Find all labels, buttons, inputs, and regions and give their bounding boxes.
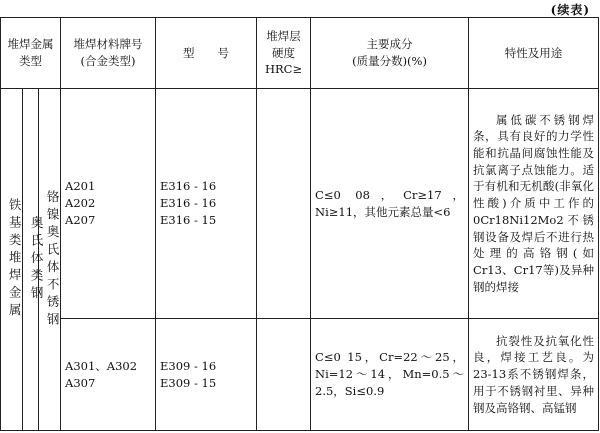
grade-value: A202 <box>65 196 96 211</box>
model-value: E316 - 16 <box>160 179 217 194</box>
model-cell <box>156 89 257 319</box>
grade-value: A207 <box>65 212 96 227</box>
header-row <box>1 18 599 89</box>
category-sub: 奥氏体类钢 <box>29 215 45 304</box>
table-row <box>1 319 599 431</box>
category-sub-cell <box>23 89 45 431</box>
model-value: E316 - 16 <box>160 196 217 211</box>
header-properties: 特性及用途 <box>469 18 599 89</box>
grade-value: A301、A302 <box>65 358 138 373</box>
grade-value: A201 <box>65 179 96 194</box>
grade-value: A307 <box>65 375 96 390</box>
category-main-cell <box>1 89 23 431</box>
hardness-cell <box>257 319 311 431</box>
welding-spec-table <box>0 17 599 431</box>
properties-text: 属低碳不锈钢焊条，具有良好的力学性能和抗晶间腐蚀性能及抗氯离子点蚀能力。适于有机和无机酸(非氧化性酸)介质中工作的0Cr18Ni12Mo2不锈钢设备及焊后不进行热处理的高铬钢(如Cr13、Cr17等)及异种钢的焊接 <box>473 112 595 294</box>
header-grade: 堆焊材料牌号 (合金类型) <box>61 18 156 89</box>
header-composition: 主要成分 (质量分数)(%) <box>311 18 469 89</box>
continued-label: (续表) <box>550 3 590 17</box>
model-value: E309 - 15 <box>160 375 217 390</box>
header-hardness: 堆焊层 硬度 HRC≥ <box>257 18 311 89</box>
model-value: E309 - 16 <box>160 358 217 373</box>
category-main: 铁基类堆焊金属 <box>7 198 23 321</box>
properties-cell <box>469 89 599 319</box>
header-model: 型 号 <box>156 18 257 89</box>
grade-cell <box>61 89 156 319</box>
table-row <box>1 89 599 319</box>
model-cell <box>156 319 257 431</box>
grade-cell <box>61 319 156 431</box>
composition-cell: C≤0 08，Cr≥17，Ni≥11，其他元素总量<6 <box>311 89 469 319</box>
properties-text: 抗裂性及抗氧化性良，焊接工艺良。为23-13系不锈钢焊条，用于不锈钢衬里、异种钢及高铬钢、高锰钢 <box>473 333 595 415</box>
header-category: 堆焊金属 类型 <box>1 18 61 89</box>
category-subsub: 铬镍奥氏体不锈钢 <box>45 189 61 330</box>
model-value: E316 - 15 <box>160 212 217 227</box>
composition-cell: C≤0 15，Cr=22～25，Ni=12～14，Mn=0.5～2.5，Si≤0.9 <box>311 319 469 431</box>
properties-cell <box>469 319 599 431</box>
hardness-cell <box>257 89 311 319</box>
